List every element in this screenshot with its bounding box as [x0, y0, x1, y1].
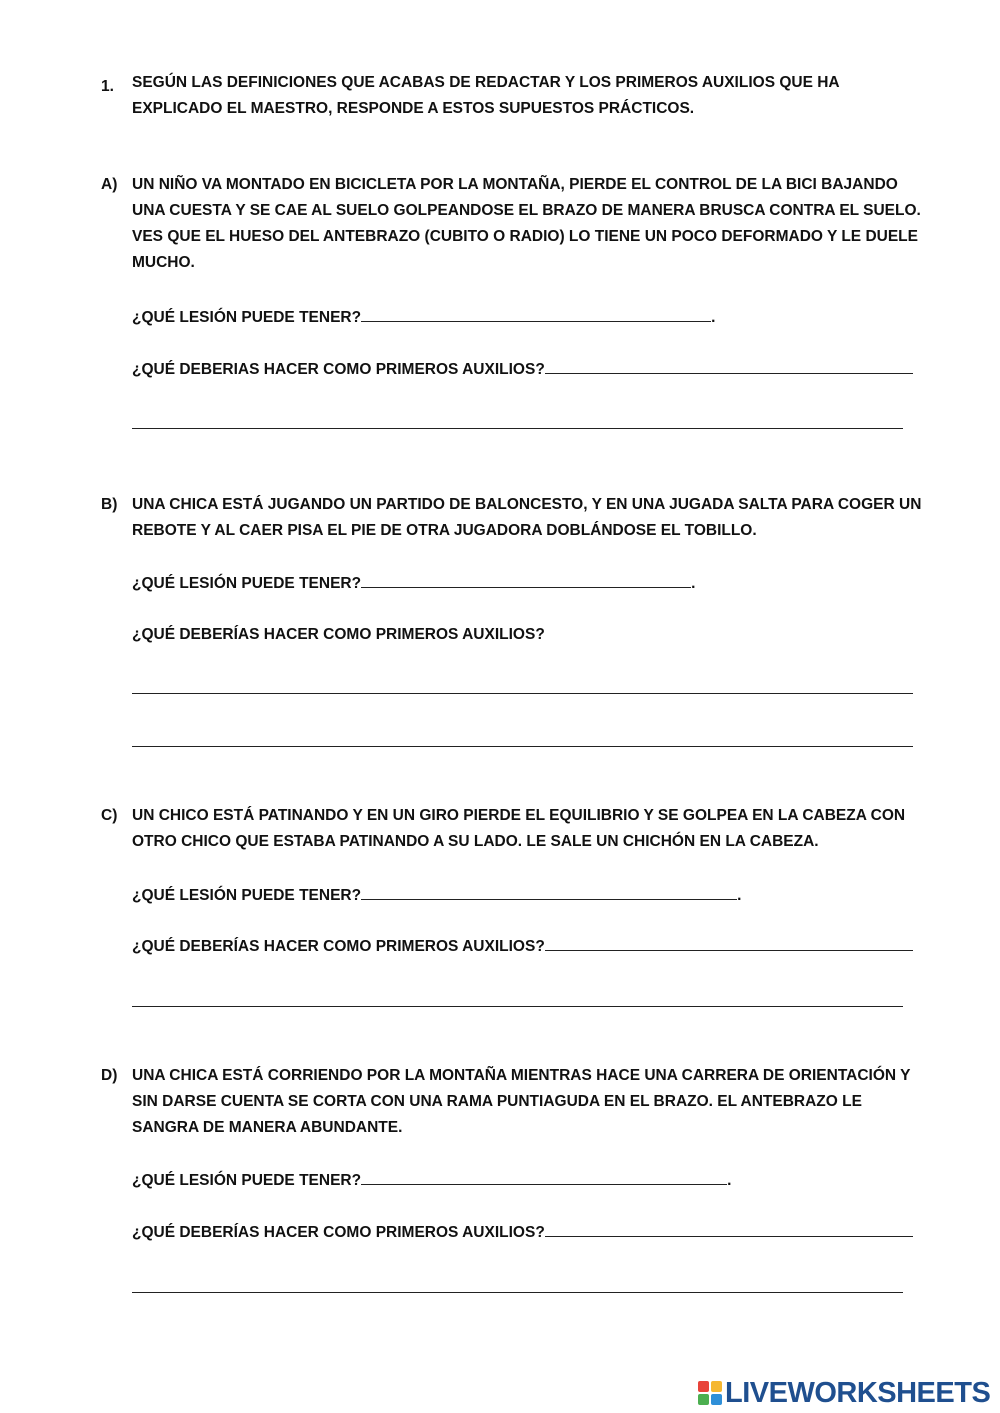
case-c-answer-line[interactable]	[132, 1006, 903, 1007]
intro-instructions: SEGÚN LAS DEFINICIONES QUE ACABAS DE REDACTAR Y LOS PRIMEROS AUXILIOS QUE HA EXPLICADO EL MAESTRO, RESPONDE A ESTOS SUPUESTOS PRÁCTICOS.	[132, 74, 840, 117]
case-b-answer-line-2[interactable]	[132, 746, 913, 747]
case-d-label: D)	[101, 1067, 118, 1084]
liveworksheets-logo-icon	[698, 1381, 722, 1405]
case-a-text: UN NIÑO VA MONTADO EN BICICLETA POR LA MONTAÑA, PIERDE EL CONTROL DE LA BICI BAJANDO UNA CUESTA Y SE CAE AL SUELO GOLPEANDOSE EL BRAZO DE MANERA BRUSCA CONTRA EL SUELO. VES QUE EL HUESO DEL ANTEBRAZO (CUBITO O RADIO) LO TIENE UN POCO DEFORMADO Y LE DUELE MUCHO.	[132, 176, 921, 271]
blank-end-period: .	[737, 887, 742, 904]
case-c-label: C)	[101, 807, 118, 824]
question-number: 1.	[101, 78, 114, 95]
case-a-firstaid-question	[132, 359, 913, 380]
case-d-firstaid-question	[132, 1222, 913, 1243]
case-d-text: UNA CHICA ESTÁ CORRIENDO POR LA MONTAÑA MIENTRAS HACE UNA CARRERA DE ORIENTACIÓN Y SIN DARSE CUENTA SE CORTA CON UNA RAMA PUNTIAGUDA EN EL BRAZO. EL ANTEBRAZO LE SANGRA DE MANERA ABUNDANTE.	[132, 1067, 911, 1136]
case-d-answer-line[interactable]	[132, 1292, 903, 1293]
case-b-answer-line-1[interactable]	[132, 693, 913, 694]
case-a-injury-label: ¿QUÉ LESIÓN PUEDE TENER?	[132, 309, 362, 326]
case-d-firstaid-answer-blank[interactable]	[545, 1222, 913, 1237]
case-b-injury-question	[132, 573, 695, 594]
case-c-text: UN CHICO ESTÁ PATINANDO Y EN UN GIRO PIERDE EL EQUILIBRIO Y SE GOLPEA EN LA CABEZA CON OTRO CHICO QUE ESTABA PATINANDO A SU LADO. LE SALE UN CHICHÓN EN LA CABEZA.	[132, 807, 906, 850]
case-d-firstaid-label: ¿QUÉ DEBERÍAS HACER COMO PRIMEROS AUXILIOS?	[132, 1224, 545, 1241]
case-b-injury-answer-blank[interactable]	[361, 573, 691, 588]
case-a-label: A)	[101, 176, 118, 193]
case-d-injury-answer-blank[interactable]	[361, 1170, 727, 1185]
logo-square-icon	[698, 1381, 709, 1392]
case-d-injury-label: ¿QUÉ LESIÓN PUEDE TENER?	[132, 1172, 362, 1189]
liveworksheets-logo	[698, 1377, 990, 1409]
case-c-injury-answer-blank[interactable]	[361, 885, 737, 900]
blank-end-period: .	[727, 1172, 732, 1189]
blank-end-period: .	[691, 575, 696, 592]
case-c-injury-question	[132, 885, 741, 906]
case-c-firstaid-answer-blank[interactable]	[545, 936, 913, 951]
case-d-injury-question	[132, 1170, 731, 1191]
logo-square-icon	[698, 1394, 709, 1405]
case-b-text: UNA CHICA ESTÁ JUGANDO UN PARTIDO DE BALONCESTO, Y EN UNA JUGADA SALTA PARA COGER UN REBOTE Y AL CAER PISA EL PIE DE OTRA JUGADORA DOBLÁNDOSE EL TOBILLO.	[132, 496, 922, 539]
logo-square-icon	[711, 1394, 722, 1405]
case-a-answer-line[interactable]	[132, 428, 903, 429]
case-a-injury-answer-blank[interactable]	[361, 307, 711, 322]
case-a-firstaid-answer-blank[interactable]	[545, 359, 913, 374]
case-b-label: B)	[101, 496, 118, 513]
logo-square-icon	[711, 1381, 722, 1392]
blank-end-period: .	[711, 309, 716, 326]
case-c-firstaid-label: ¿QUÉ DEBERÍAS HACER COMO PRIMEROS AUXILIOS?	[132, 938, 545, 955]
case-a-firstaid-label: ¿QUÉ DEBERIAS HACER COMO PRIMEROS AUXILIOS?	[132, 361, 545, 378]
case-b-injury-label: ¿QUÉ LESIÓN PUEDE TENER?	[132, 575, 362, 592]
case-c-firstaid-question	[132, 936, 913, 957]
case-c-injury-label: ¿QUÉ LESIÓN PUEDE TENER?	[132, 887, 362, 904]
logo-text: LIVEWORKSHEETS	[725, 1376, 991, 1409]
case-b-firstaid-label: ¿QUÉ DEBERÍAS HACER COMO PRIMEROS AUXILIOS?	[132, 626, 545, 643]
case-a-injury-question	[132, 307, 715, 328]
case-b-firstaid-question	[132, 625, 545, 645]
